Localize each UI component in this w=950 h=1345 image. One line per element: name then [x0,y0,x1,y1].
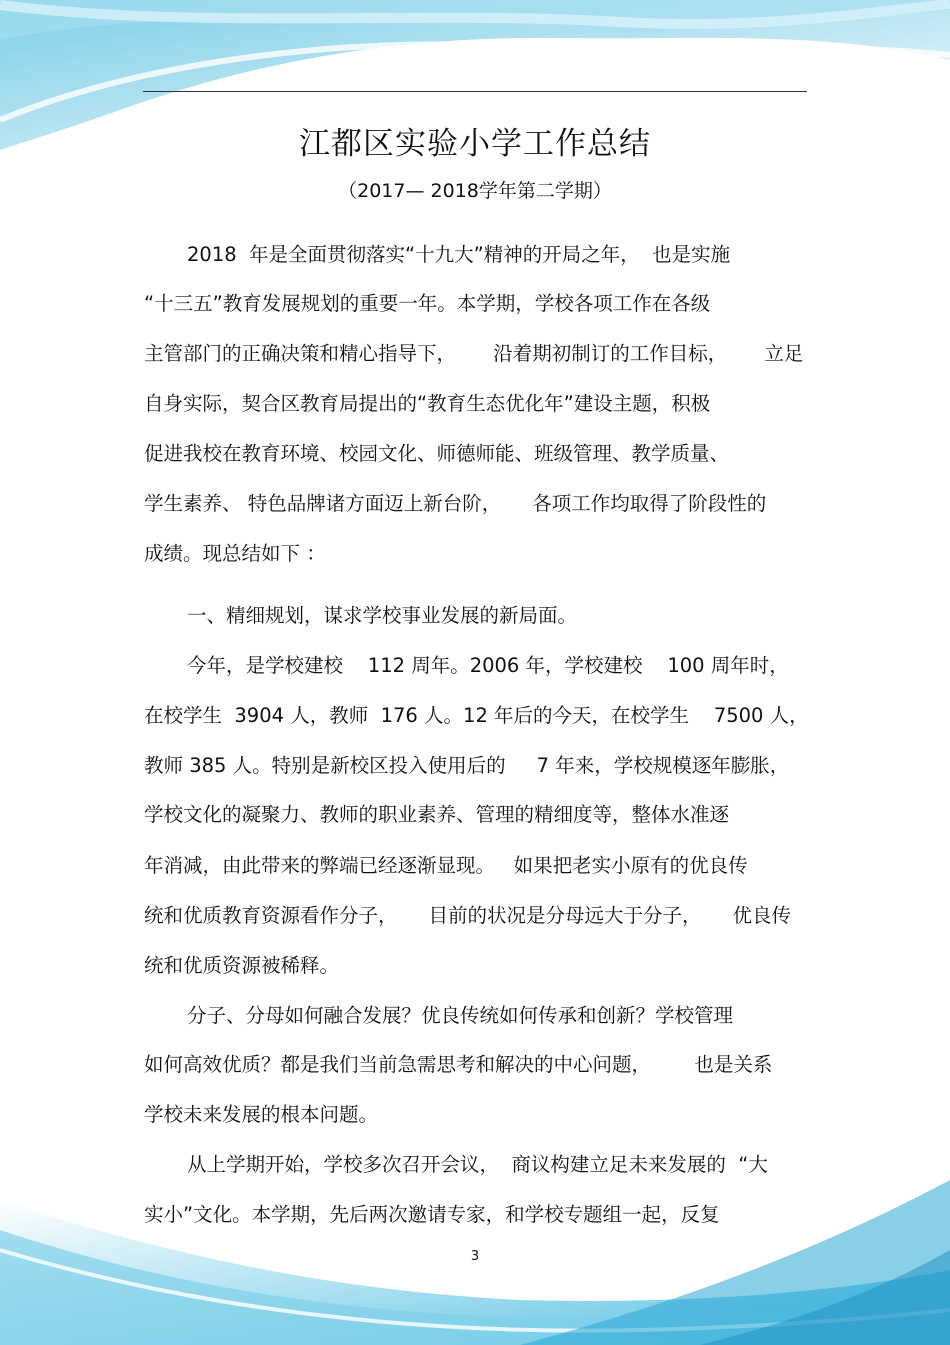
paragraph-line: 教师 385 人。特别是新校区投入使用后的 7 年来，学校规模逐年膨胀， [144,754,790,777]
paragraph-line: 学生素养、 特色品牌诸方面迈上新台阶， 各项工作均取得了阶段性的 [144,492,767,515]
paragraph-line: 促进我校在教育环境、校园文化、师德师能、班级管理、教学质量、 [144,442,730,465]
paragraph-line: 统和优质教育资源看作分子， 目前的状况是分母远大于分子， 优良传 [144,904,791,927]
paragraph-line: 学校文化的凝聚力、教师的职业素养、管理的精细度等，整体水准逐 [144,803,730,826]
paragraph-line: 统和优质资源被稀释。 [144,954,340,977]
paragraph-line: 在校学生 3904 人，教师 176 人。12 年后的今天，在校学生 7500 人， [144,704,809,727]
document-subtitle: （2017— 2018学年第二学期） [338,180,612,202]
paragraph-line: 分子、分母如何融合发展？优良传统如何传承和创新？学校管理 [187,1004,734,1027]
paragraph-line: 如何高效优质？都是我们当前急需思考和解决的中心问题， 也是关系 [144,1053,773,1076]
paragraph-line: “十三五”教育发展规划的重要一年。本学期，学校各项工作在各级 [144,292,711,315]
paragraph-line: 成绩。现总结如下 ： [144,542,326,565]
paragraph-line: 从上学期开始，学校多次召开会议， 商议构建立足未来发展的 “大 [187,1153,768,1176]
paragraph-line: 今年，是学校建校 112 周年。2006 年，学校建校 100 周年时， [187,654,789,677]
paragraph-line: 自身实际，契合区教育局提出的“教育生态优化年”建设主题，积极 [144,392,711,415]
paragraph-line: 年消减，由此带来的弊端已经逐渐显现。 如果把老实小原有的优良传 [144,854,748,877]
document-title: 江都区实验小学工作总结 [299,126,651,162]
paragraph-line: 学校未来发展的根本问题。 [144,1103,379,1126]
section-heading: 一、精细规划，谋求学校事业发展的新局面。 [187,604,578,627]
paragraph-line: 2018 年是全面贯彻落实“十九大”精神的开局之年， 也是实施 [187,243,731,266]
paragraph-line: 实小”文化。本学期，先后两次邀请专家，和学校专题组一起，反复 [144,1203,720,1226]
header-rule [143,91,807,92]
page-number: 3 [470,1249,480,1264]
paragraph-line: 主管部门的正确决策和精心指导下， 沿着期初制订的工作目标， 立足 [144,342,804,365]
